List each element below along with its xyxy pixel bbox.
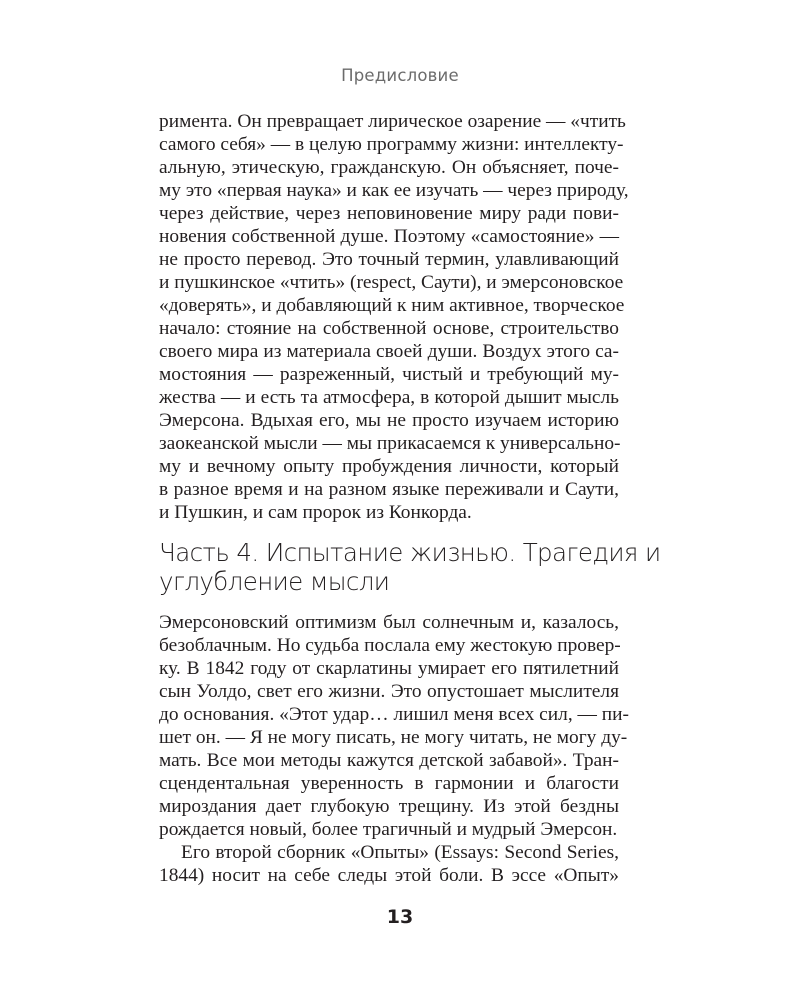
text-line: римента. Он превращает лирическое озарение — «чтить [159, 111, 626, 132]
text-line: своего мира из материала своей души. Воздух этого са- [159, 341, 619, 362]
text-line: начало: стояние на собственной основе, строительство [159, 318, 619, 339]
page-number: 13 [386, 906, 414, 928]
text-line: Эмерсона. Вдыхая его, мы не просто изучаем историю [159, 410, 619, 431]
running-header: Предисловие [341, 66, 459, 85]
text-line: альную, этическую, гражданскую. Он объясняет, поче- [159, 157, 619, 178]
text-line: новения собственной душе. Поэтому «самостояние» — [159, 226, 619, 247]
text-line: и пушкинское «чтить» (respect, Саути), и эмерсоновское [159, 272, 624, 293]
text-line: му и вечному опыту пробуждения личности, который [159, 456, 619, 477]
text-line: до основания. «Этот удар… лишил меня всех сил, — пи- [159, 704, 629, 725]
text-line: Эмерсоновский оптимизм был солнечным и, казалось, [159, 612, 619, 633]
text-line: не просто перевод. Это точный термин, улавливающий [159, 249, 619, 270]
text-line: ку. В 1842 году от скарлатины умирает его пятилетний [159, 658, 619, 679]
heading-line: углубление мысли [159, 567, 390, 596]
paragraph-1 [159, 110, 629, 524]
text-line: «доверять», и добавляющий к ним активное, творческое [159, 295, 625, 316]
text-line: мироздания дает глубокую трещину. Из этой бездны [159, 796, 619, 817]
text-line: сцендентальная уверенность в гармонии и благости [159, 773, 619, 794]
heading-line: Часть 4. Испытание жизнью. Трагедия и [159, 538, 661, 567]
text-line: через действие, через неповиновение миру ради пови- [159, 203, 619, 224]
text-line: жества — и есть та атмосфера, в которой дышит мысль [159, 387, 619, 408]
paragraph-3 [159, 841, 619, 887]
text-line: сын Уолдо, свет его жизни. Это опустошает мыслителя [159, 681, 619, 702]
text-line: заокеанской мысли — мы прикасаемся к универсально- [159, 433, 621, 454]
text-line: 1844) носит на себе следы этой боли. В эссе «Опыт» [159, 865, 619, 886]
text-line: шет он. — Я не могу писать, не могу читать, не могу ду- [159, 727, 628, 748]
section-heading [159, 538, 661, 596]
text-line: мостояния — разреженный, чистый и требующий му- [159, 364, 619, 385]
text-line: самого себя» — в целую программу жизни: интеллекту- [159, 134, 624, 155]
text-line: и Пушкин, и сам пророк из Конкорда. [159, 502, 472, 523]
text-line: рождается новый, более трагичный и мудрый Эмерсон. [159, 819, 618, 840]
text-line: мать. Все мои методы кажутся детской забавой». Тран- [159, 750, 619, 771]
text-line: в разное время и на разном языке переживали и Саути, [159, 479, 619, 500]
text-line: безоблачным. Но судьба послала ему жестокую провер- [159, 635, 621, 656]
text-line: му это «первая наука» и как ее изучать — через природу, [159, 180, 629, 201]
paragraph-2 [159, 611, 629, 841]
text-line: Его второй сборник «Опыты» (Essays: Second Series, [181, 842, 619, 863]
